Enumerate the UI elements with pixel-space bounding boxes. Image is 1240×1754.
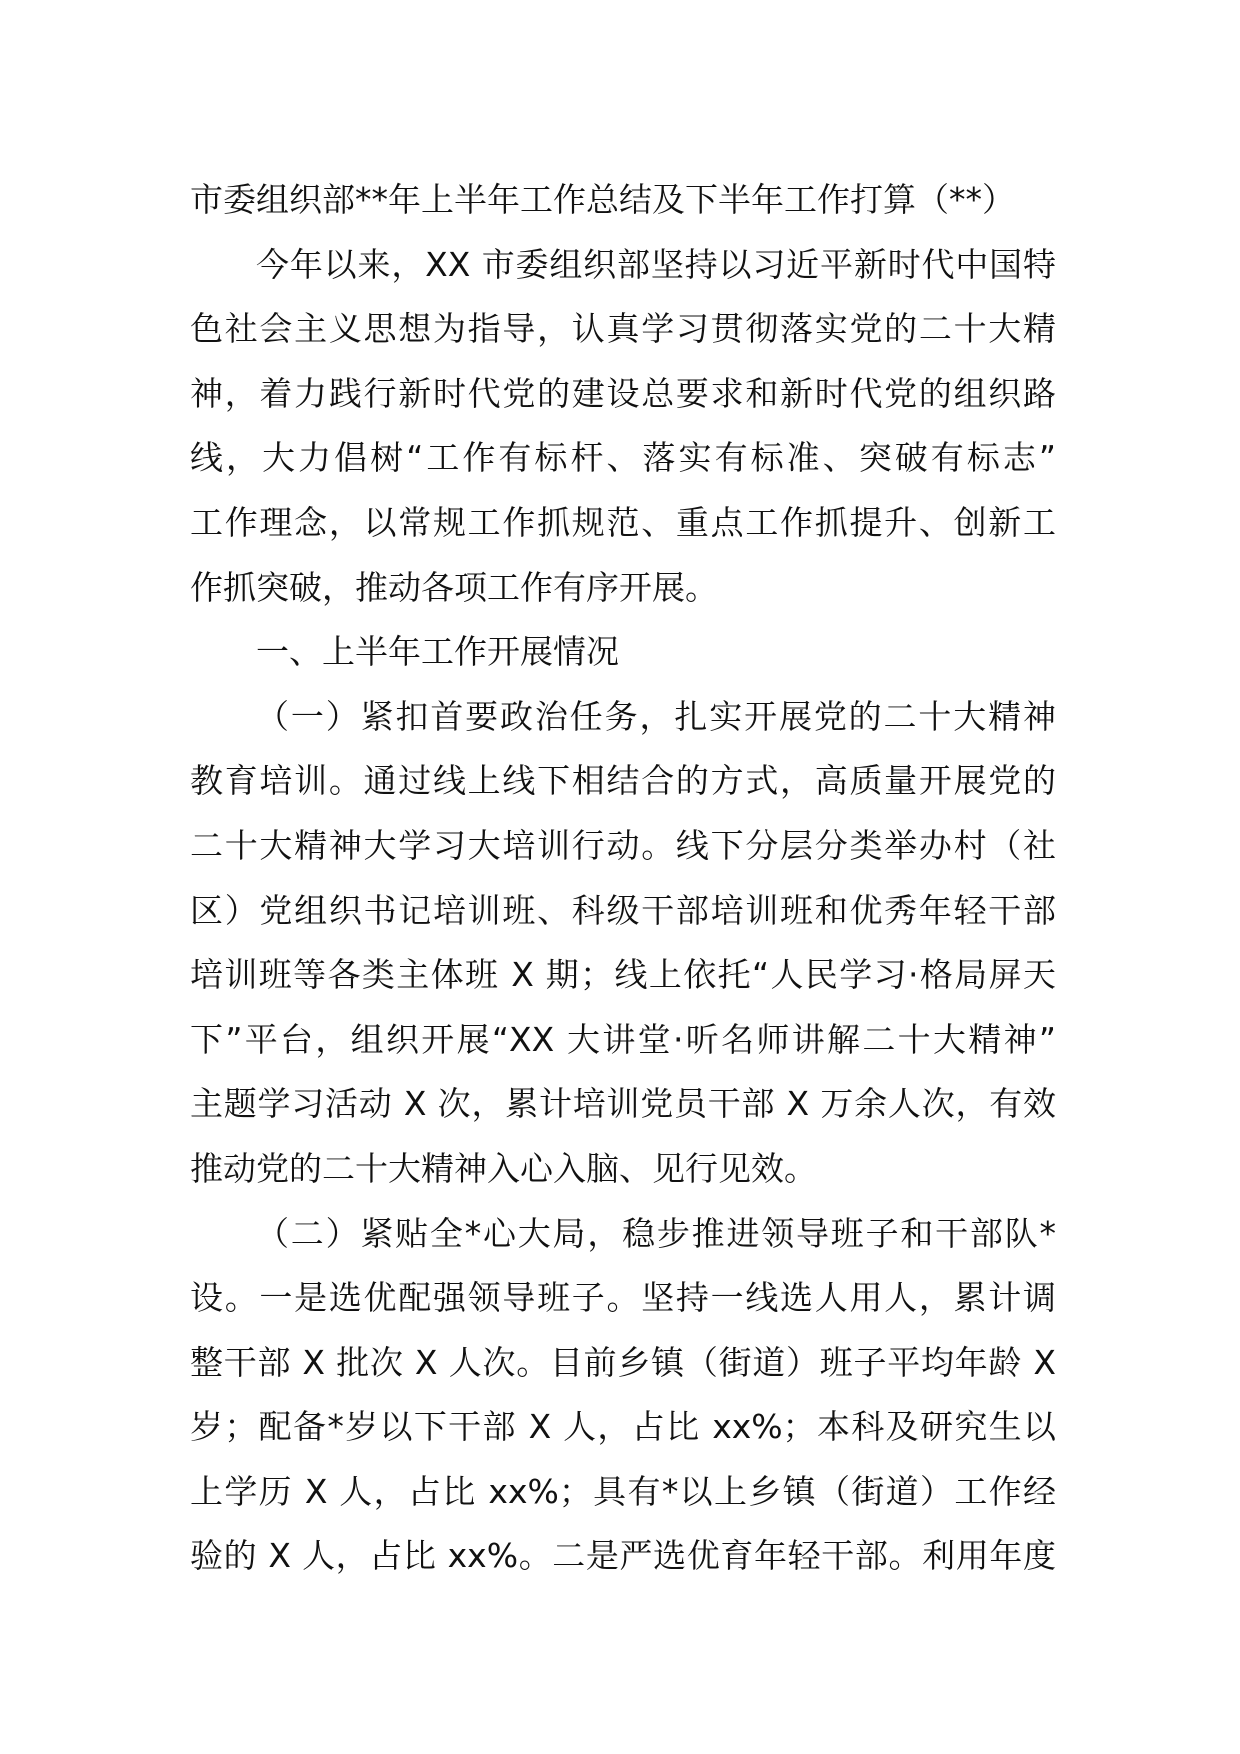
paragraph-line: 整干部 X 批次 X 人次。目前乡镇（街道）班子平均年龄 X — [190, 1342, 1056, 1382]
paragraph-line: 上学历 X 人，占比 xx%；具有*以上乡镇（街道）工作经 — [190, 1471, 1056, 1511]
paragraph-line: 主题学习活动 X 次，累计培训党员干部 X 万余人次，有效 — [190, 1084, 1056, 1124]
paragraph-line: 教育培训。通过线上线下相结合的方式，高质量开展党的 — [190, 761, 1056, 801]
paragraph-line: 线，大力倡树“工作有标杆、落实有标准、突破有标志” — [190, 438, 1056, 478]
paragraph-line: 下”平台，组织开展“XX 大讲堂·听名师讲解二十大精神” — [190, 1019, 1056, 1059]
paragraph-line: 二十大精神大学习大培训行动。线下分层分类举办村（社 — [190, 825, 1056, 865]
section-heading: 一、上半年工作开展情况 — [256, 632, 619, 672]
paragraph-line: 设。一是选优配强领导班子。坚持一线选人用人，累计调 — [190, 1278, 1056, 1318]
paragraph-line: （二）紧贴全*心大局，稳步推进领导班子和干部队* — [256, 1213, 1056, 1253]
paragraph-line: 验的 X 人，占比 xx%。二是严选优育年轻干部。利用年度 — [190, 1536, 1056, 1576]
paragraph-line: 培训班等各类主体班 X 期；线上依托“人民学习·格局屏天 — [190, 955, 1056, 995]
paragraph-line: 区）党组织书记培训班、科级干部培训班和优秀年轻干部 — [190, 890, 1056, 930]
document-title: 市委组织部**年上半年工作总结及下半年工作打算（**） — [190, 180, 1015, 219]
paragraph-line: （一）紧扣首要政治任务，扎实开展党的二十大精神 — [256, 696, 1056, 736]
paragraph-line: 作抓突破，推动各项工作有序开展。 — [190, 567, 718, 607]
document-body — [190, 233, 1056, 1589]
paragraph-line: 今年以来，XX 市委组织部坚持以习近平新时代中国特 — [256, 244, 1056, 284]
paragraph-line: 色社会主义思想为指导，认真学习贯彻落实党的二十大精 — [190, 309, 1056, 349]
document-page — [190, 168, 1056, 1589]
paragraph-line: 岁；配备*岁以下干部 X 人，占比 xx%；本科及研究生以 — [190, 1407, 1056, 1447]
paragraph-line: 神，着力践行新时代党的建设总要求和新时代党的组织路 — [190, 373, 1056, 413]
paragraph-line: 推动党的二十大精神入心入脑、见行见效。 — [190, 1148, 817, 1188]
paragraph-line: 工作理念，以常规工作抓规范、重点工作抓提升、创新工 — [190, 502, 1056, 542]
